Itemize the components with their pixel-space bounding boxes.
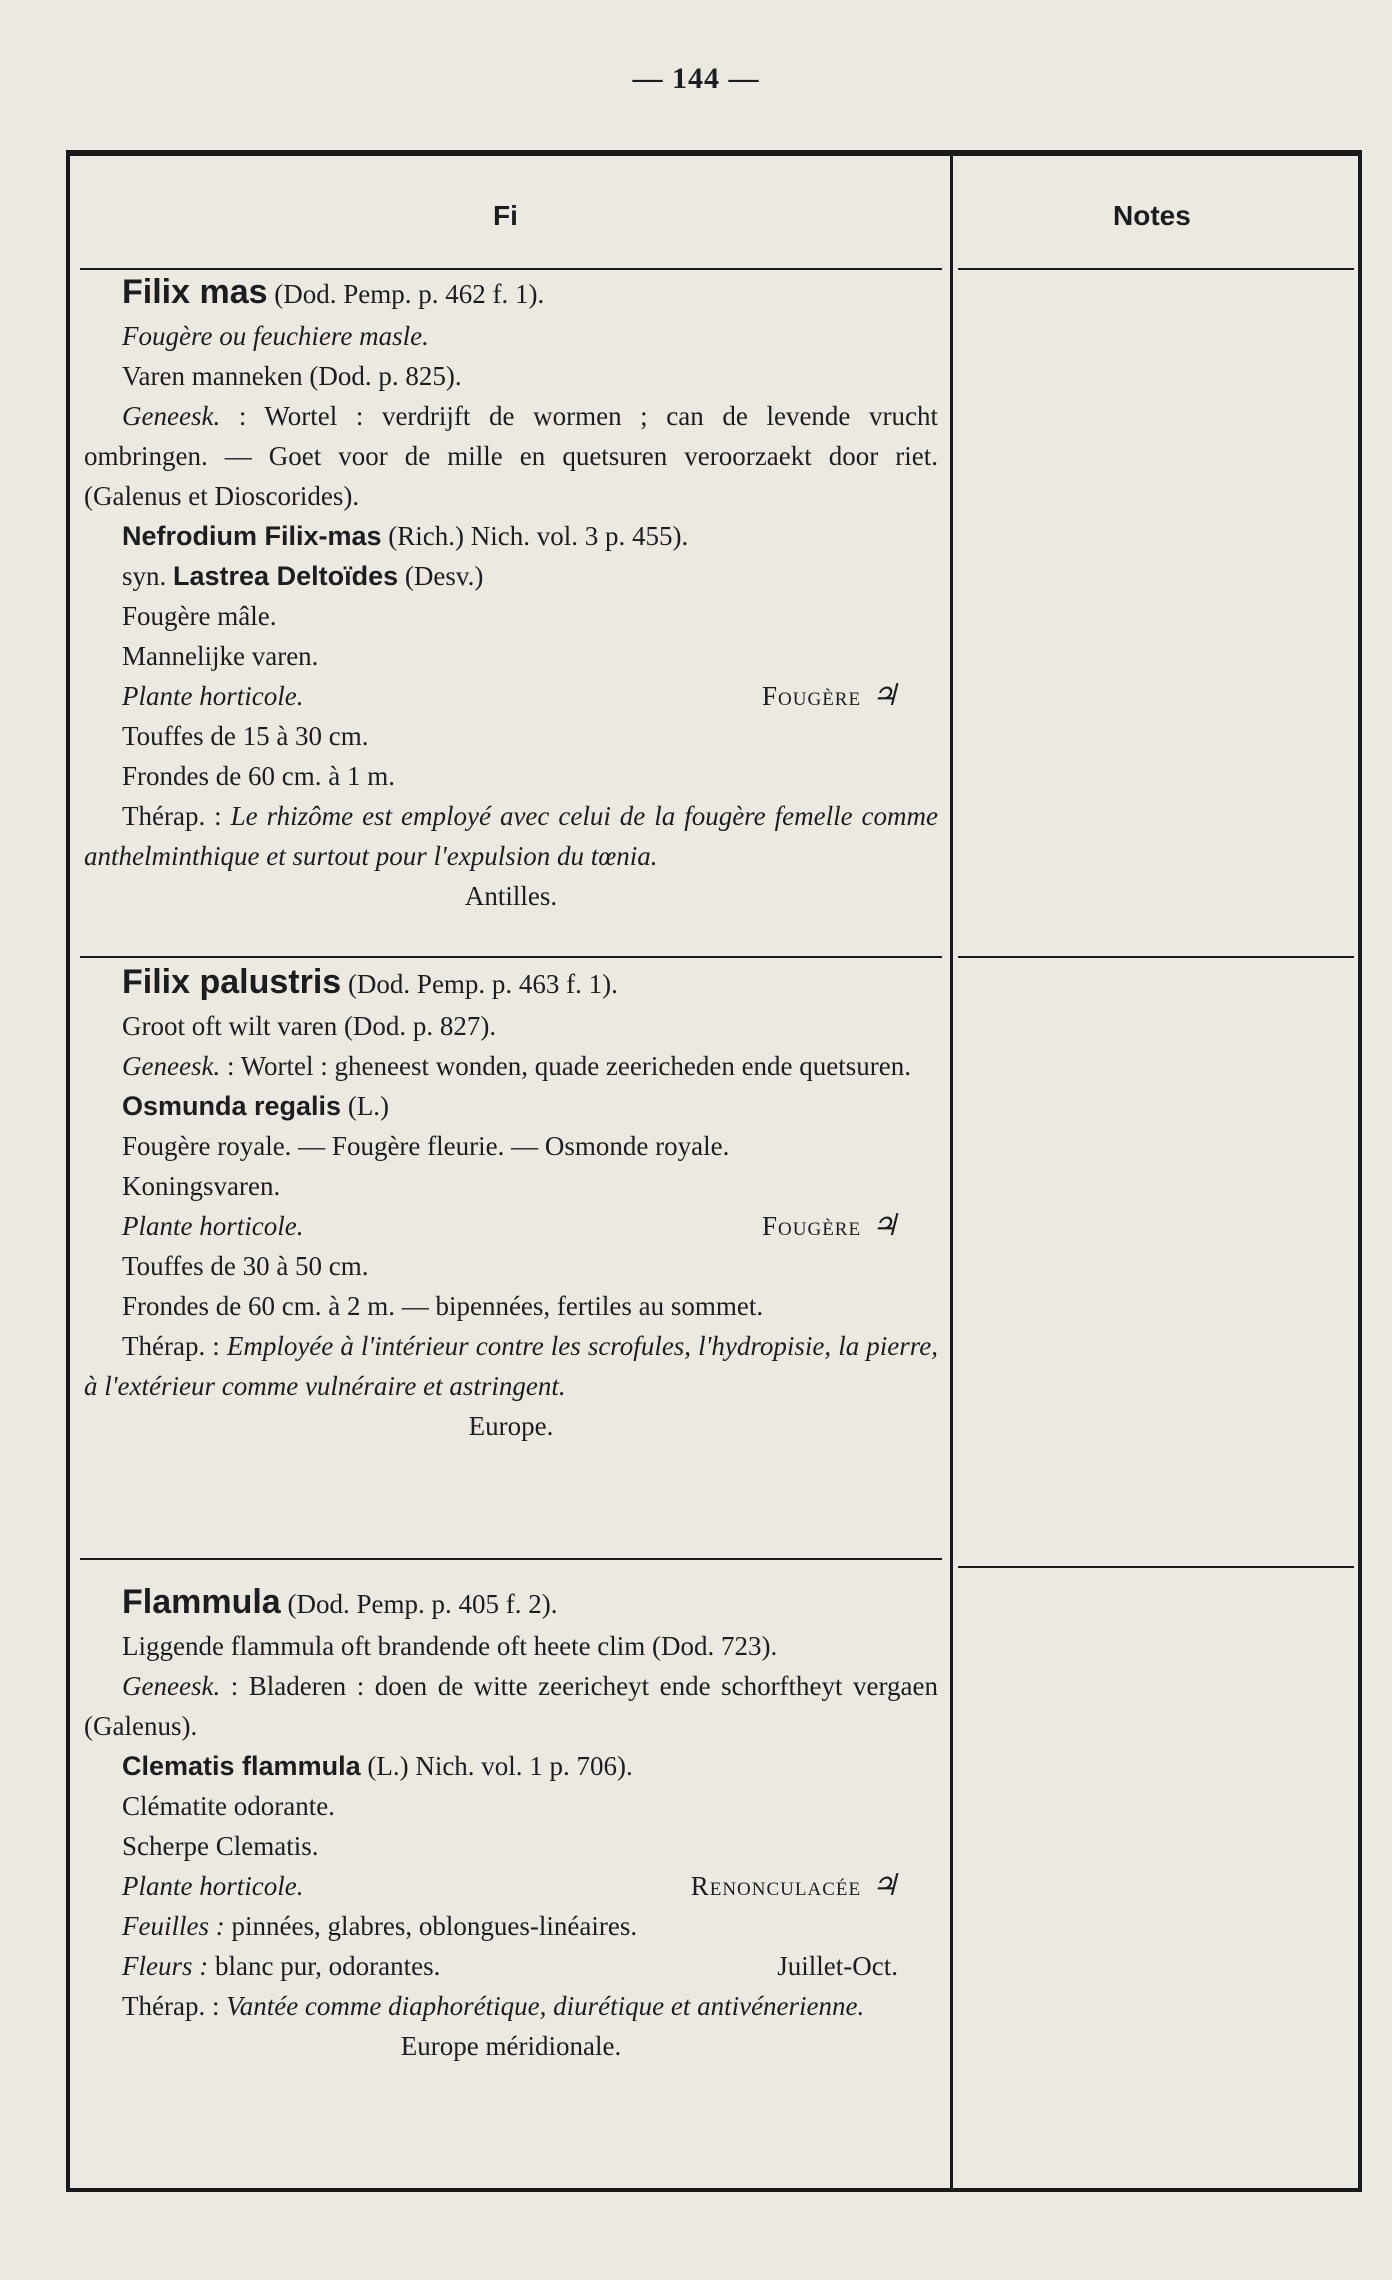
plant-type-row: Plante horticole. Fougère ♃ bbox=[122, 1209, 898, 1242]
geneesk-text: Geneesk. : Wortel : verdrijft de wormen ; can de levende vrucht ombringen. — Goet voor de mille en quetsuren veroorzaekt door riet. (Galenus et Dioscorides). bbox=[84, 401, 938, 511]
entry-reference: (Dod. Pemp. p. 462 f. 1). bbox=[274, 279, 545, 309]
common-name: Fougère royale. — Fougère fleurie. — Osmonde royale. bbox=[122, 1131, 730, 1161]
entry-divider-1-left bbox=[80, 956, 942, 958]
therap-text: Thérap. : Le rhizôme est employé avec celui de la fougère femelle comme anthelminthique et surtout pour l'expulsion du tœnia. bbox=[84, 801, 939, 871]
region: Europe. bbox=[468, 1411, 554, 1441]
common-name: Clématite odorante. bbox=[122, 1791, 335, 1821]
column-header-fi: Fi bbox=[493, 200, 518, 231]
entry-flammula bbox=[84, 1582, 938, 2066]
plant-type-row: Plante horticole. Renonculacée ♃ bbox=[122, 1869, 898, 1902]
common-name: Scherpe Clematis. bbox=[122, 1831, 319, 1861]
header-rule-left bbox=[80, 268, 942, 270]
synonym: syn. Lastrea Deltoïdes (Desv.) bbox=[122, 561, 484, 591]
region: Europe méridionale. bbox=[400, 2031, 622, 2061]
touffes: Touffes de 15 à 30 cm. bbox=[122, 721, 369, 751]
flowering-period: Juillet-Oct. bbox=[777, 1951, 898, 1981]
therap-text: Thérap. : Vantée comme diaphorétique, diurétique et antivénerienne. bbox=[122, 1991, 865, 2021]
common-name: Koningsvaren. bbox=[122, 1171, 281, 1201]
entry-heading: Flammula bbox=[122, 1583, 281, 1621]
entry-divider-2-right bbox=[958, 1566, 1354, 1568]
entry-reference: (Dod. Pemp. p. 405 f. 2). bbox=[287, 1589, 558, 1619]
dutch-name: Varen manneken (Dod. p. 825). bbox=[122, 361, 462, 391]
entry-divider-2-left bbox=[80, 1558, 942, 1560]
region: Antilles. bbox=[464, 881, 558, 911]
family-name: Renonculacée bbox=[690, 1871, 862, 1901]
family-name: Fougère bbox=[762, 681, 862, 711]
latin-name: Osmunda regalis (L.) bbox=[122, 1091, 390, 1121]
column-header-notes: Notes bbox=[1113, 200, 1191, 231]
touffes: Touffes de 30 à 50 cm. bbox=[122, 1251, 369, 1281]
column-divider bbox=[950, 156, 953, 2188]
feuilles: Feuilles : pinnées, glabres, oblongues-linéaires. bbox=[122, 1911, 638, 1941]
latin-name: Nefrodium Filix-mas (Rich.) Nich. vol. 3 p. 455). bbox=[122, 521, 689, 551]
common-name: Fougère mâle. bbox=[122, 601, 277, 631]
dutch-name: Groot oft wilt varen (Dod. p. 827). bbox=[122, 1011, 497, 1041]
perennial-symbol: ♃ bbox=[871, 1869, 898, 1902]
entry-reference: (Dod. Pemp. p. 463 f. 1). bbox=[347, 969, 618, 999]
header-rule-right bbox=[958, 268, 1354, 270]
entry-heading: Filix mas bbox=[122, 273, 268, 311]
french-name: Fougère ou feuchiere masle. bbox=[122, 321, 429, 351]
entry-divider-1-right bbox=[958, 956, 1354, 958]
perennial-symbol: ♃ bbox=[871, 679, 898, 712]
latin-name: Clematis flammula (L.) Nich. vol. 1 p. 706). bbox=[122, 1751, 633, 1781]
fleurs: Fleurs : blanc pur, odorantes. Juillet-Oct. bbox=[84, 1946, 938, 1986]
frondes: Frondes de 60 cm. à 2 m. — bipennées, fertiles au sommet. bbox=[122, 1291, 764, 1321]
entry-filix-mas bbox=[84, 272, 938, 916]
therap-text: Thérap. : Employée à l'intérieur contre les scrofules, l'hydropisie, la pierre, à l'extérieur comme vulnéraire et astringent. bbox=[84, 1331, 938, 1401]
dutch-name: Liggende flammula oft brandende oft heete clim (Dod. 723). bbox=[122, 1631, 778, 1661]
entry-heading: Filix palustris bbox=[122, 963, 342, 1001]
common-name: Mannelijke varen. bbox=[122, 641, 319, 671]
entry-filix-palustris bbox=[84, 962, 938, 1446]
family-name: Fougère bbox=[762, 1211, 862, 1241]
geneesk-text: Geneesk. : Bladeren : doen de witte zeericheyt ende schorftheyt vergaen (Galenus). bbox=[84, 1671, 938, 1741]
page-number: — 144 — bbox=[632, 62, 760, 95]
plant-type-row: Plante horticole. Fougère ♃ bbox=[122, 679, 898, 712]
perennial-symbol: ♃ bbox=[871, 1209, 898, 1242]
geneesk-text: Geneesk. : Wortel : gheneest wonden, quade zeericheden ende quetsuren. bbox=[122, 1051, 912, 1081]
frondes: Frondes de 60 cm. à 1 m. bbox=[122, 761, 395, 791]
